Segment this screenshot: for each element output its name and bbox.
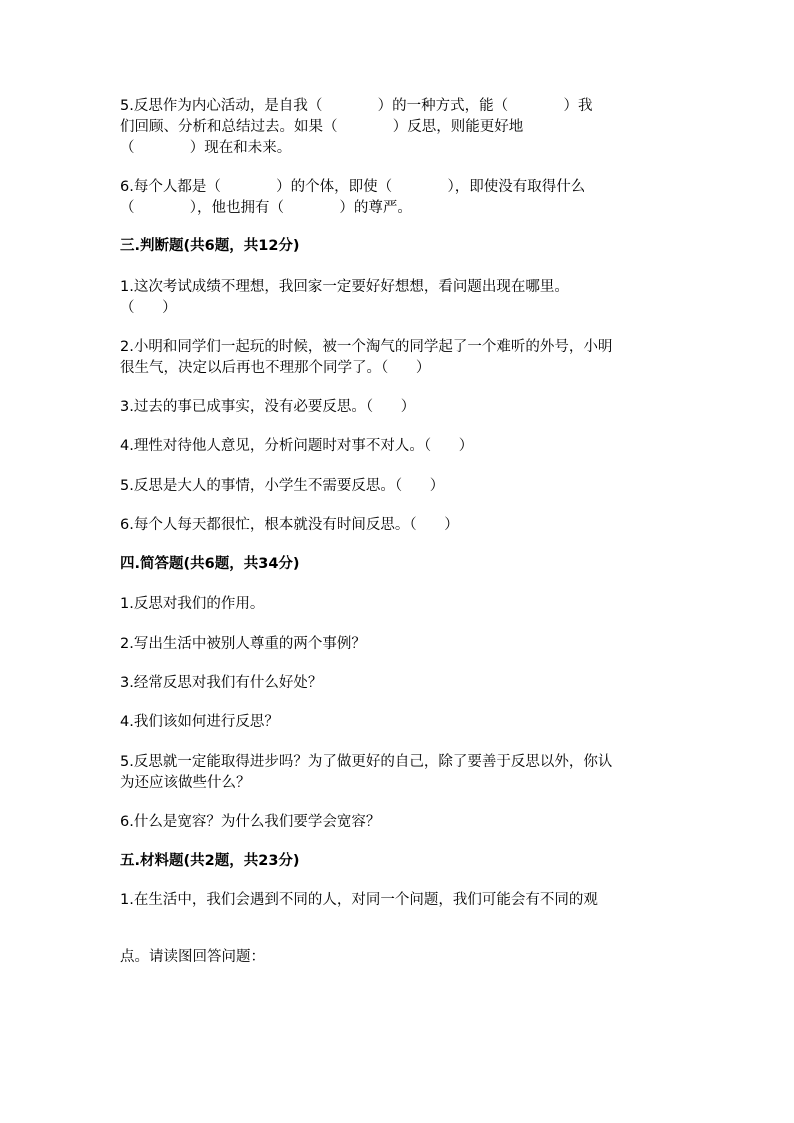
question-text-line: 为还应该做些什么？ (120, 775, 251, 791)
question-text: 1.反思对我们的作用。 (120, 596, 265, 612)
material-question-1-line-1 (120, 890, 668, 911)
judge-question-1 (120, 277, 668, 319)
question-text-line: 很生气，决定以后再也不理那个同学了。（ ） (120, 360, 431, 376)
question-text-line: 1.在生活中，我们会遇到不同的人，对同一个问题，我们可能会有不同的观 (120, 892, 598, 908)
question-text-line: 1.这次考试成绩不理想，我回家一定要好好想想，看问题出现在哪里。 (120, 279, 569, 295)
question-text-line: （ ）现在和未来。 (120, 140, 292, 156)
question-text: 3.经常反思对我们有什么好处？ (120, 675, 323, 691)
question-text: 6.每个人每天都很忙，根本就没有时间反思。（ ） (120, 517, 459, 533)
question-text-line: 2.小明和同学们一起玩的时候，被一个淘气的同学起了一个难听的外号，小明 (120, 339, 613, 355)
question-text-line: （ ），他也拥有（ ）的尊严。 (120, 200, 412, 216)
material-question-1-line-2 (120, 947, 668, 968)
short-answer-question-2 (120, 634, 668, 655)
question-text: 5.反思是大人的事情，小学生不需要反思。（ ） (120, 478, 445, 494)
short-answer-question-5 (120, 752, 668, 794)
section-5-heading (120, 851, 668, 872)
section-title: 三.判断题(共6题，共12分) (120, 238, 300, 254)
question-text: 4.理性对待他人意见，分析问题时对事不对人。（ ） (120, 438, 474, 454)
short-answer-question-1 (120, 594, 668, 615)
question-text-line: 点。请读图回答问题： (120, 949, 265, 965)
judge-question-2 (120, 337, 668, 379)
section-3-heading (120, 236, 668, 257)
question-text-line: 们回顾、分析和总结过去。如果（ ）反思，则能更好地 (120, 119, 524, 135)
question-text-line: 5.反思作为内心活动，是自我（ ）的一种方式，能（ ）我 (120, 98, 593, 114)
short-answer-question-3 (120, 673, 668, 694)
question-text: 2.写出生活中被别人尊重的两个事例？ (120, 636, 366, 652)
question-text: 4.我们该如何进行反思？ (120, 714, 279, 730)
question-text: 3.过去的事已成事实，没有必要反思。（ ） (120, 399, 416, 415)
section-4-heading (120, 554, 668, 575)
judge-question-3 (120, 397, 668, 418)
question-text-line: 6.每个人都是（ ）的个体，即使（ ），即使没有取得什么 (120, 179, 586, 195)
fill-in-question-6 (120, 177, 668, 219)
question-text: 6.什么是宽容？为什么我们要学会宽容？ (120, 814, 381, 830)
short-answer-question-4 (120, 712, 668, 733)
fill-in-question-5 (120, 96, 668, 159)
section-title: 五.材料题(共2题，共23分) (120, 853, 300, 869)
judge-question-5 (120, 476, 668, 497)
judge-question-4 (120, 436, 668, 457)
section-title: 四.简答题(共6题，共34分) (120, 556, 300, 572)
question-text-line: 5.反思就一定能取得进步吗？为了做更好的自己，除了要善于反思以外，你认 (120, 754, 613, 770)
short-answer-question-6 (120, 812, 668, 833)
question-text-line: （ ） (120, 300, 177, 316)
judge-question-6 (120, 515, 668, 536)
